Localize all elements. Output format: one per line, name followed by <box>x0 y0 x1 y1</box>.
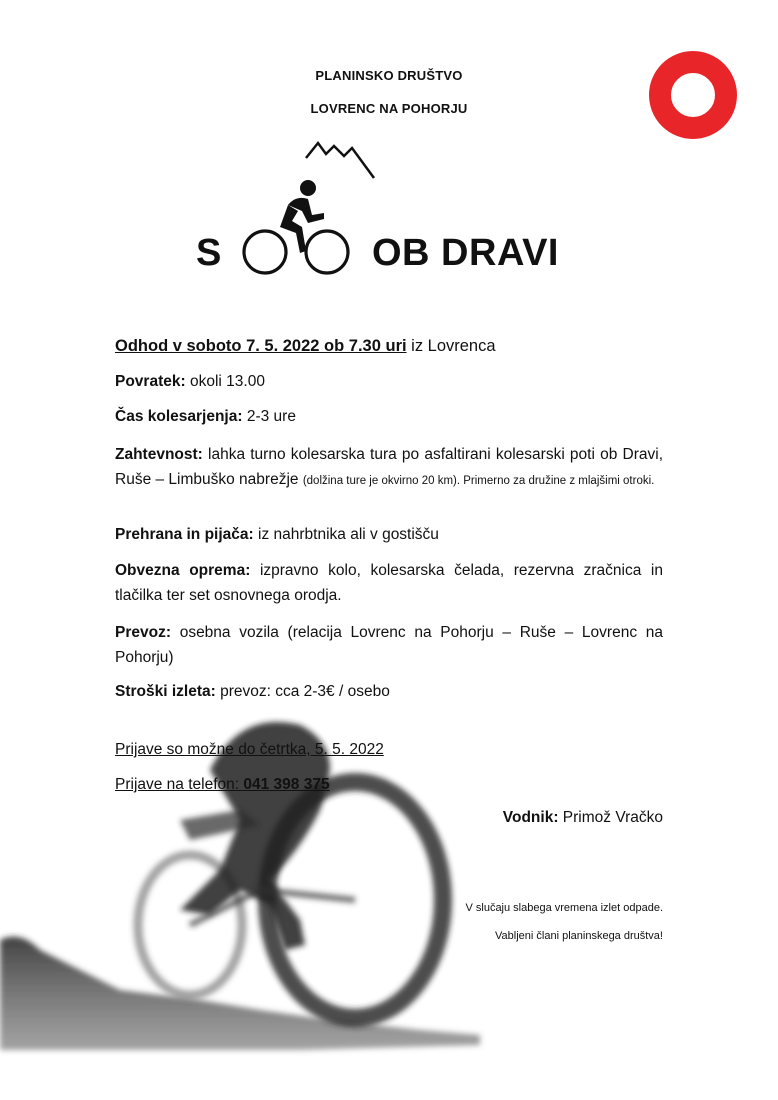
transport-label: Prevoz: <box>115 624 171 641</box>
difficulty-note: (dolžina ture je okvirno 20 km). Primerno za družine z mlajšimi otroki. <box>302 475 655 487</box>
costs-value: prevoz: cca 2-3€ / osebo <box>215 683 390 700</box>
registration-deadline: Prijave so možne do četrtka, 5. 5. 2022 <box>115 741 384 758</box>
return-label: Povratek: <box>115 373 186 390</box>
equipment-label: Obvezna oprema: <box>115 562 251 579</box>
difficulty-value: lahka turno kolesarska tura po asfaltirani kolesarski poti ob Dravi, Ruše – Limbuško nabrežje <box>115 446 663 488</box>
food-value: iz nahrbtnika ali v gostišču <box>253 526 439 543</box>
return-value: okoli 13.00 <box>185 373 265 390</box>
cycling-time-line <box>115 405 663 429</box>
guide-label: Vodnik: <box>502 809 559 826</box>
red-ring-logo-icon <box>648 50 738 140</box>
cyclist-icon <box>240 175 352 275</box>
transport-paragraph <box>115 620 663 670</box>
guide-name: Primož Vračko <box>558 809 663 826</box>
weather-notice: V slučaju slabega vremena izlet odpade. <box>465 902 663 914</box>
departure-line <box>115 334 663 358</box>
food-line <box>115 523 663 547</box>
cycling-time-value: 2-3 ure <box>242 408 296 425</box>
difficulty-label: Zahtevnost: <box>115 446 203 463</box>
difficulty-paragraph <box>115 442 663 494</box>
invite-notice: Vabljeni člani planinskega društva! <box>495 930 663 942</box>
registration-phone-label: Prijave na telefon: <box>115 776 244 793</box>
departure-main: Odhod v soboto 7. 5. 2022 ob 7.30 uri <box>115 337 407 355</box>
return-line <box>115 370 663 394</box>
departure-rest: iz Lovrenca <box>406 337 496 355</box>
food-label: Prehrana in pijača: <box>115 526 254 543</box>
org-name-line2: LOVRENC NA POHORJU <box>310 101 468 116</box>
registration-phone-line <box>115 773 663 797</box>
equipment-paragraph <box>115 558 663 608</box>
cycling-time-label: Čas kolesarjenja: <box>115 408 243 425</box>
costs-label: Stroški izleta: <box>115 683 216 700</box>
title-right: OB DRAVI <box>372 232 559 274</box>
registration-phone-number: 041 398 375 <box>243 776 330 793</box>
mountain-peaks-icon <box>304 140 376 180</box>
org-name-line1: PLANINSKO DRUŠTVO <box>315 68 463 83</box>
title-left: S <box>196 232 222 274</box>
transport-value: osebna vozila (relacija Lovrenc na Pohorju – Ruše – Lovrenc na Pohorju) <box>115 624 663 666</box>
equipment-value: izpravno kolo, kolesarska čelada, rezervna zračnica in tlačilka ter set osnovnega orodja. <box>115 562 663 604</box>
guide-line <box>503 809 663 827</box>
